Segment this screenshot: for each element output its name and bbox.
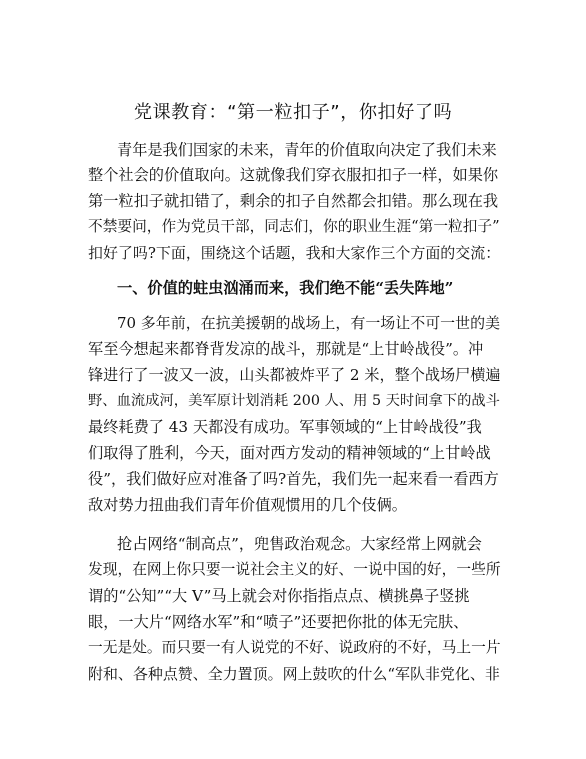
paragraph-line: 役”，我们做好应对准备了吗?首先，我们先一起来看一看西方 <box>88 470 499 488</box>
paragraph-line: 最终耗费了 43 天都没有成功。军事领域的“上甘岭战役”我 <box>88 418 482 436</box>
paragraph-line: 发现，在网上你只要一说社会主义的好、一说中国的好，一些所 <box>88 561 501 578</box>
paragraph-line: 不禁要问，作为党员干部，同志们，你的职业生涯“第一粒扣子” <box>88 218 500 235</box>
paragraph-line: 第一粒扣子就扣错了，剩余的扣子自然都会扣错。那么现在我 <box>88 192 499 210</box>
paragraph-line: 青年是我们国家的未来，青年的价值取向决定了我们未来 <box>117 141 497 159</box>
paragraph-line: 抢占网络“制高点”，兜售政治观念。大家经常上网就会 <box>117 535 482 553</box>
paragraph-line: 野、血流成河，美军原计划消耗 200 人、用 5 天时间拿下的战斗 <box>88 393 500 409</box>
paragraph-line: 附和、各种点赞、全力置顶。网上鼓吹的什么“军队非党化、非 <box>88 665 500 683</box>
paragraph-line: 扣好了吗?下面，围绕这个话题，我和大家作三个方面的交流： <box>88 244 501 262</box>
paragraph-line: 一无是处。而只要一有人说党的不好、说政府的不好，马上一片 <box>88 639 501 656</box>
paragraph-line: 70 多年前，在抗美援朝的战场上，有一场让不可一世的美 <box>117 314 501 332</box>
paragraph-line: 整个社会的价值取向。这就像我们穿衣服扣扣子一样，如果你 <box>88 166 499 184</box>
paragraph-line: 军至今想起来都脊背发凉的战斗，那就是“上甘岭战役”。冲 <box>88 340 484 358</box>
paragraph-line: 锋进行了一波又一波，山头都被炸平了 2 米，整个战场尸横遍 <box>88 366 501 384</box>
paragraph-line: 敌对势力扭曲我们青年价值观惯用的几个伎俩。 <box>88 496 407 514</box>
paragraph-line: 谓的“公知”“大 V”马上就会对你指指点点、横挑鼻子竖挑 <box>88 587 470 605</box>
section-heading: 一、价值的蛀虫汹涌而来，我们绝不能“丢失阵地” <box>117 279 454 297</box>
paragraph-line: 们取得了胜利，今天，面对西方发动的精神领域的“上甘岭战 <box>88 444 491 462</box>
paragraph-line: 眼，一大片“网络水军”和“喷子”还要把你批的体无完肤、 <box>88 613 469 631</box>
page-title: 党课教育：“第一粒扣子”，你扣好了吗 <box>133 102 453 123</box>
